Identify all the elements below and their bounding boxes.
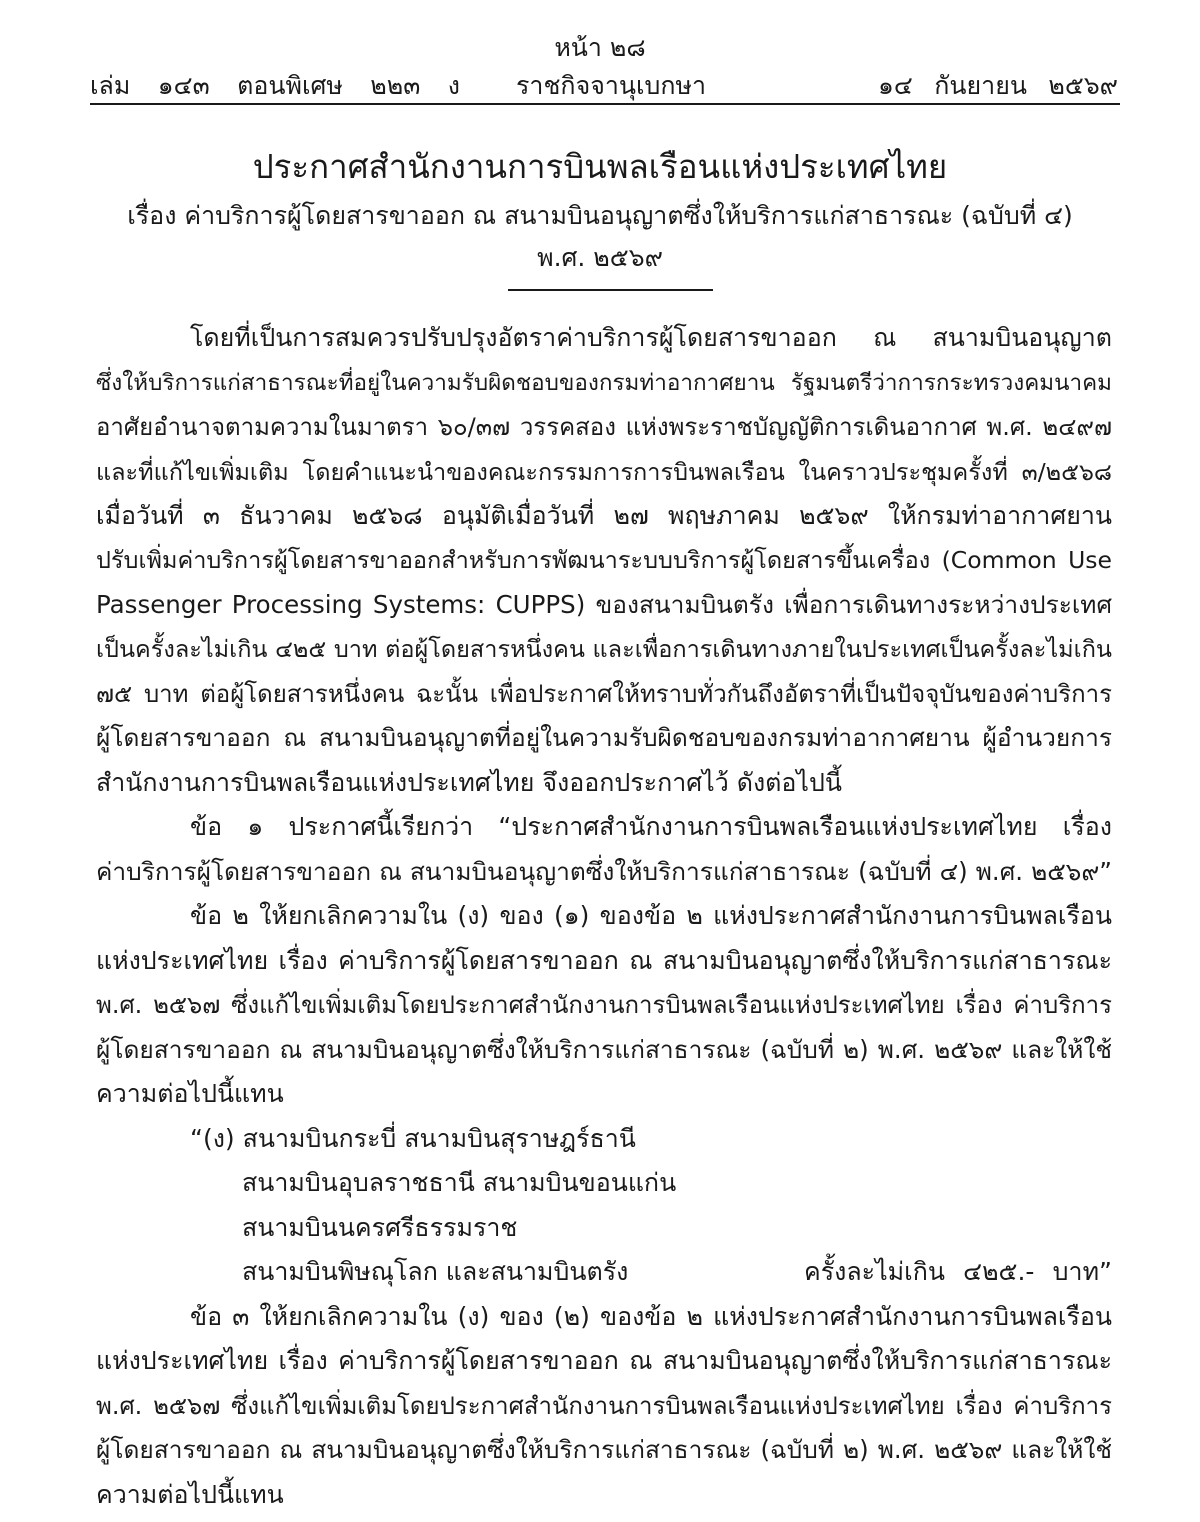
body-line: ๗๕ บาท ต่อผู้โดยสารหนึ่งคน ฉะนั้น เพื่อประกาศให้ทราบทั่วกันถึงอัตราที่เป็นปัจจุบันของค่าบริการ — [96, 680, 1112, 708]
airport-list-line: สนามบินนครศรีธรรมราช — [242, 1213, 518, 1242]
clause-3-line: แห่งประเทศไทย เรื่อง ค่าบริการผู้โดยสารขาออก ณ สนามบินอนุญาตซึ่งให้บริการแก่สาธารณะ — [96, 1346, 1112, 1375]
title-separator — [508, 289, 713, 291]
page-number: หน้า ๒๘ — [554, 33, 646, 62]
body-line: อาศัยอำนาจตามความในมาตรา ๖๐/๓๗ วรรคสอง แห่งพระราชบัญญัติการเดินอากาศ พ.ศ. ๒๔๙๗ — [96, 413, 1112, 441]
clause-2-line: พ.ศ. ๒๕๖๗ ซึ่งแก้ไขเพิ่มเติมโดยประกาศสำนักงานการบินพลเรือนแห่งประเทศไทย เรื่อง ค่าบริการ — [96, 991, 1112, 1019]
clause-2-line: ผู้โดยสารขาออก ณ สนามบินอนุญาตซึ่งให้บริการแก่สาธารณะ (ฉบับที่ ๒) พ.ศ. ๒๕๖๙ และให้ใช้ — [96, 1035, 1112, 1064]
body-line: ปรับเพิ่มค่าบริการผู้โดยสารขาออกสำหรับการพัฒนาระบบบริการผู้โดยสารขึ้นเครื่อง (Common Use — [96, 546, 1112, 574]
gazette-date: ๑๔ กันยายน ๒๕๖๙ — [878, 71, 1118, 100]
airport-list-line: สนามบินพิษณุโลก และสนามบินตรัง — [242, 1257, 629, 1286]
doc-year: พ.ศ. ๒๕๖๙ — [537, 243, 663, 272]
clause-1-line: ข้อ ๑ ประกาศนี้เรียกว่า “ประกาศสำนักงานการบินพลเรือนแห่งประเทศไทย เรื่อง — [190, 812, 1112, 841]
clause-3-line: พ.ศ. ๒๕๖๗ ซึ่งแก้ไขเพิ่มเติมโดยประกาศสำนักงานการบินพลเรือนแห่งประเทศไทย เรื่อง ค่าบริการ — [96, 1392, 1112, 1420]
body-line: Passenger Processing Systems: CUPPS) ของสนามบินตรัง เพื่อการเดินทางระหว่างประเทศ — [96, 590, 1112, 619]
body-line: ซึ่งให้บริการแก่สาธารณะที่อยู่ในความรับผิดชอบของกรมท่าอากาศยาน รัฐมนตรีว่าการกระทรวงคมนาคม — [96, 370, 1112, 396]
gazette-name: ราชกิจจานุเบกษา — [516, 71, 707, 100]
clause-2-line: แห่งประเทศไทย เรื่อง ค่าบริการผู้โดยสารขาออก ณ สนามบินอนุญาตซึ่งให้บริการแก่สาธารณะ — [96, 946, 1112, 975]
doc-subject: เรื่อง ค่าบริการผู้โดยสารขาออก ณ สนามบินอนุญาตซึ่งให้บริการแก่สาธารณะ (ฉบับที่ ๔) — [127, 201, 1073, 230]
clause-2-line: ข้อ ๒ ให้ยกเลิกความใน (ง) ของ (๑) ของข้อ ๒ แห่งประกาศสำนักงานการบินพลเรือน — [190, 901, 1112, 930]
body-line: ผู้โดยสารขาออก ณ สนามบินอนุญาตที่อยู่ในความรับผิดชอบของกรมท่าอากาศยาน ผู้อำนวยการ — [96, 723, 1112, 752]
volume-label: เล่ม ๑๔๓ ตอนพิเศษ ๒๒๓ ง — [90, 71, 460, 100]
body-line: และที่แก้ไขเพิ่มเติม โดยคำแนะนำของคณะกรรมการการบินพลเรือน ในคราวประชุมครั้งที่ ๓/๒๕๖๘ — [96, 458, 1112, 486]
body-line: สำนักงานการบินพลเรือนแห่งประเทศไทย จึงออกประกาศไว้ ดังต่อไปนี้ — [96, 768, 842, 797]
clause-3-line: ความต่อไปนี้แทน — [96, 1480, 284, 1509]
airport-list-line: สนามบินอุบลราชธานี สนามบินขอนแก่น — [242, 1168, 677, 1197]
clause-1-line: ค่าบริการผู้โดยสารขาออก ณ สนามบินอนุญาตซึ่งให้บริการแก่สาธารณะ (ฉบับที่ ๔) พ.ศ. ๒๕๖๙” — [96, 857, 1112, 886]
body-line: โดยที่เป็นการสมควรปรับปรุงอัตราค่าบริการผู้โดยสารขาออก ณ สนามบินอนุญาต — [190, 323, 1112, 352]
clause-3-line: ข้อ ๓ ให้ยกเลิกความใน (ง) ของ (๒) ของข้อ ๒ แห่งประกาศสำนักงานการบินพลเรือน — [190, 1302, 1112, 1331]
body-line: เมื่อวันที่ ๓ ธันวาคม ๒๕๖๘ อนุมัติเมื่อวันที่ ๒๗ พฤษภาคม ๒๕๖๙ ให้กรมท่าอากาศยาน — [96, 501, 1112, 530]
airport-list-line: “(ง) สนามบินกระบี่ สนามบินสุราษฎร์ธานี — [190, 1124, 636, 1153]
body-line: เป็นครั้งละไม่เกิน ๔๒๕ บาท ต่อผู้โดยสารหนึ่งคน และเพื่อการเดินทางภายในประเทศเป็นครั้งละไม่เกิน — [96, 635, 1112, 663]
header-rule — [90, 103, 1120, 105]
clause-2-line: ความต่อไปนี้แทน — [96, 1079, 284, 1108]
doc-title: ประกาศสำนักงานการบินพลเรือนแห่งประเทศไทย — [252, 147, 948, 186]
fee-rate: ครั้งละไม่เกิน ๔๒๕.- บาท” — [804, 1257, 1112, 1286]
clause-3-line: ผู้โดยสารขาออก ณ สนามบินอนุญาตซึ่งให้บริการแก่สาธารณะ (ฉบับที่ ๒) พ.ศ. ๒๕๖๙ และให้ใช้ — [96, 1435, 1112, 1464]
